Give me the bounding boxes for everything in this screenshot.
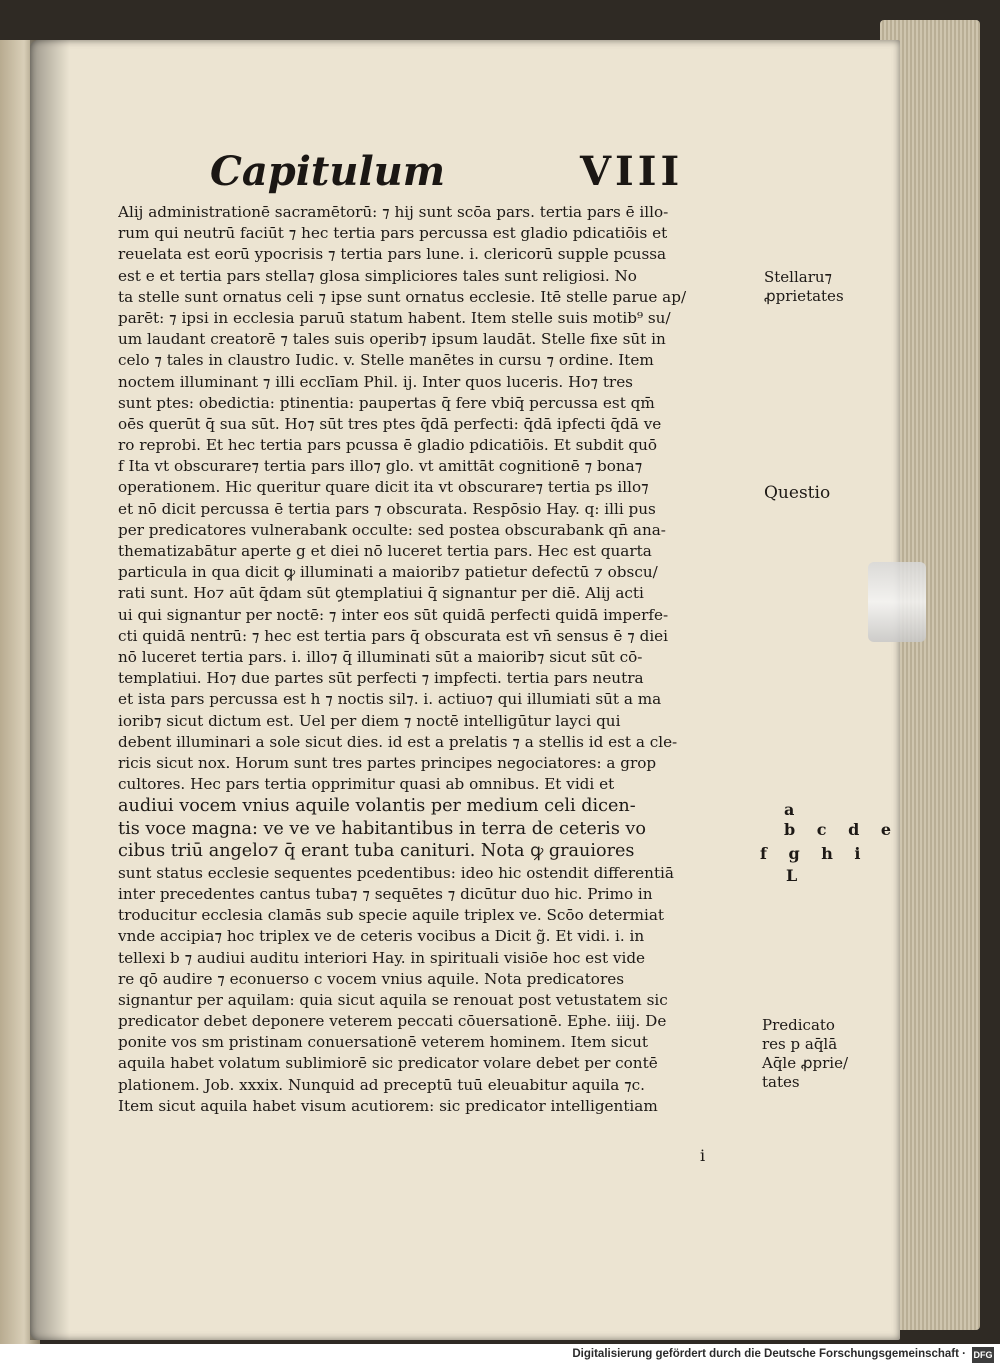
text-line: vnde accipia⁊ hoc triplex ve de ceteris vocibus a Dicit g̃. Et vidi. i. in: [118, 927, 645, 946]
text-line: est e et tertia pars stella⁊ glosa simpliciores tales sunt religiosi. No: [118, 266, 637, 285]
margin-note-questio: Questio: [764, 483, 831, 503]
text-line: oēs querūt q̄ sua sūt. Ho⁊ sūt tres ptes q̄dā perfecti: q̄dā ipfecti q̄dā ve: [118, 414, 662, 433]
text-line: ui qui signantur per noctē: ⁊ inter eos sūt quidā perfecti quidā imperfe-: [118, 605, 669, 624]
text-line: templatiui. Ho⁊ due partes sūt perfecti ⁊ impfecti. tertia pars neutra: [118, 669, 644, 688]
dfg-logo: DFG: [972, 1347, 994, 1363]
margin-letters-row-2: b c d e: [784, 820, 900, 839]
text-line: cibus triū angelo⁊ q̄ erant tuba canituri. Nota ꝙ grauiores: [118, 841, 635, 862]
text-line: ta stelle sunt ornatus celi ⁊ ipse sunt ornatus ecclesie. Itē stelle parue ap/: [118, 287, 687, 306]
text-line: audiui vocem vnius aquile volantis per medium celi dicen-: [118, 796, 636, 817]
main-text-block: [118, 202, 758, 1117]
margin-note-line: ꝓprietates: [764, 287, 844, 305]
signature-mark: i: [700, 1146, 706, 1165]
text-line: ponite vos sm pristinam conuersationē veterem hominem. Item sicut: [118, 1033, 648, 1052]
text-line: operationem. Hic queritur quare dicit ita vt obscurare⁊ tertia ps illo⁊: [118, 478, 649, 497]
text-line: noctem illuminant ⁊ illi ecclīam Phil. ij. Inter quos luceris. Ho⁊ tres: [118, 372, 633, 391]
text-line: inter precedentes cantus tuba⁊ ⁊ sequētes ⁊ dicūtur duo hic. Primo in: [118, 884, 653, 903]
text-line: tellexi b ⁊ audiui auditu interiori Hay. in spirituali visiōe hoc est vide: [118, 948, 646, 967]
text-line: signantur per aquilam: quia sicut aquila se renouat post vetustatem sic: [118, 990, 668, 1009]
margin-note-predicatores: [762, 1016, 848, 1092]
text-line: reuelata est eorū ypocrisis ⁊ tertia pars lune. i. clericorū supple pcussa: [118, 245, 667, 264]
text-line: tis voce magna: ve ve ve habitantibus in terra de ceteris vo: [118, 818, 646, 839]
text-line: iorib⁊ sicut dictum est. Uel per diem ⁊ noctē intelligūtur layci qui: [118, 711, 621, 730]
page-clip: [868, 562, 926, 642]
text-line: aquila habet volatum sublimiorē sic predicator volare debet per contē: [118, 1054, 658, 1073]
text-line: rati sunt. Ho⁊ aūt q̄dam sūt ꝯtemplatiui q̄ signantur per diē. Alij acti: [118, 584, 644, 603]
text-line: debent illuminari a sole sicut dies. id est a prelatis ⁊ a stellis id est a cle-: [118, 732, 678, 751]
footer-bar: [0, 1344, 1000, 1366]
text-line: troducitur ecclesia clamās sub specie aquile triplex ve. Scōo determiat: [118, 906, 665, 925]
margin-note-line: res p aq̄lā: [762, 1035, 838, 1053]
text-line: nō luceret tertia pars. i. illo⁊ q̄ illuminati sūt a maiorib⁊ sicut sūt cō-: [118, 647, 643, 666]
text-line: per predicatores vulnerabank occulte: sed postea obscurabank qn̄ ana-: [118, 520, 666, 539]
margin-note-line: Aq̄le ꝓprie/: [762, 1054, 848, 1072]
margin-note-line: Predicato: [762, 1016, 835, 1034]
text-line: rum qui neutrū faciūt ⁊ hec tertia pars percussa est gladio pdicatiōis et: [118, 224, 668, 243]
chapter-number: VIII: [580, 148, 684, 195]
text-line: sunt status ecclesie sequentes pcedentibus: ideo hic ostendit differentiā: [118, 863, 674, 882]
text-line: ro reprobi. Et hec tertia pars pcussa ē gladio pdicatiōis. Et subdit quō: [118, 436, 658, 455]
margin-letters-row-1: a: [784, 800, 803, 819]
text-line: thematizabātur aperte g et diei nō luceret tertia pars. Hec est quarta: [118, 542, 652, 560]
margin-letters-row-3: f g h i: [760, 844, 869, 863]
text-line: um laudant creatorē ⁊ tales suis operib⁊ ipsum laudāt. Stelle fixe sūt in: [118, 330, 666, 349]
text-line: sunt ptes: obedictia: ptinentia: paupertas q̄ fere vbiq̄ percussa est qm̄: [118, 393, 655, 412]
chapter-heading-word: Capitulum: [210, 148, 446, 195]
funding-credit: Digitalisierung gefördert durch die Deutsche Forschungsgemeinschaft ·: [572, 1348, 966, 1360]
text-line: re qō audire ⁊ econuerso c vocem vnius aquile. Nota predicatores: [118, 969, 624, 988]
text-line: predicator debet deponere veterem peccati cōuersationē. Ephe. iiij. De: [118, 1012, 667, 1031]
text-line: plationem. Job. xxxix. Nunquid ad preceptū tuū eleuabitur aquila ⁊c.: [118, 1075, 645, 1094]
text-line: et nō dicit percussa ē tertia pars ⁊ obscurata. Respōsio Hay. q: illi pus: [118, 499, 656, 518]
text-line: cultores. Hec pars tertia opprimitur quasi ab omnibus. Et vidi et: [118, 775, 615, 794]
margin-letters-row-4: L: [786, 866, 806, 885]
text-line: cti quidā nentrū: ⁊ hec est tertia pars q̄ obscurata est vn̄ sensus ē ⁊ diei: [118, 626, 669, 645]
text-line: particula in qua dicit ꝙ illuminati a maiorib⁊ patietur defectū ⁊ obscu/: [118, 563, 658, 582]
text-line: ricis sicut nox. Horum sunt tres partes principes negociatores: a grop: [118, 753, 657, 772]
text-line: celo ⁊ tales in claustro Iudic. v. Stelle manētes in cursu ⁊ ordine. Item: [118, 351, 654, 370]
margin-note-line: Stellaru⁊: [764, 268, 833, 286]
margin-note-line: tates: [762, 1073, 800, 1091]
text-line: Alij administrationē sacramētorū: ⁊ hij sunt scōa pars. tertia pars ē illo-: [118, 203, 669, 221]
gutter-shadow: [30, 40, 70, 1340]
text-line: f Ita vt obscurare⁊ tertia pars illo⁊ glo. vt amittāt cognitionē ⁊ bona⁊: [118, 457, 643, 476]
chapter-heading: [210, 148, 684, 198]
text-line: Item sicut aquila habet visum acutiorem: sic predicator intelligentiam: [118, 1096, 658, 1115]
text-line: et ista pars percussa est h ⁊ noctis sil⁊. i. actiuo⁊ qui illumiati sūt a ma: [118, 690, 662, 709]
text-line: parēt: ⁊ ipsi in ecclesia paruū statum habent. Item stelle suis motib⁹ su/: [118, 308, 671, 327]
margin-note-stellarum: [764, 268, 844, 306]
